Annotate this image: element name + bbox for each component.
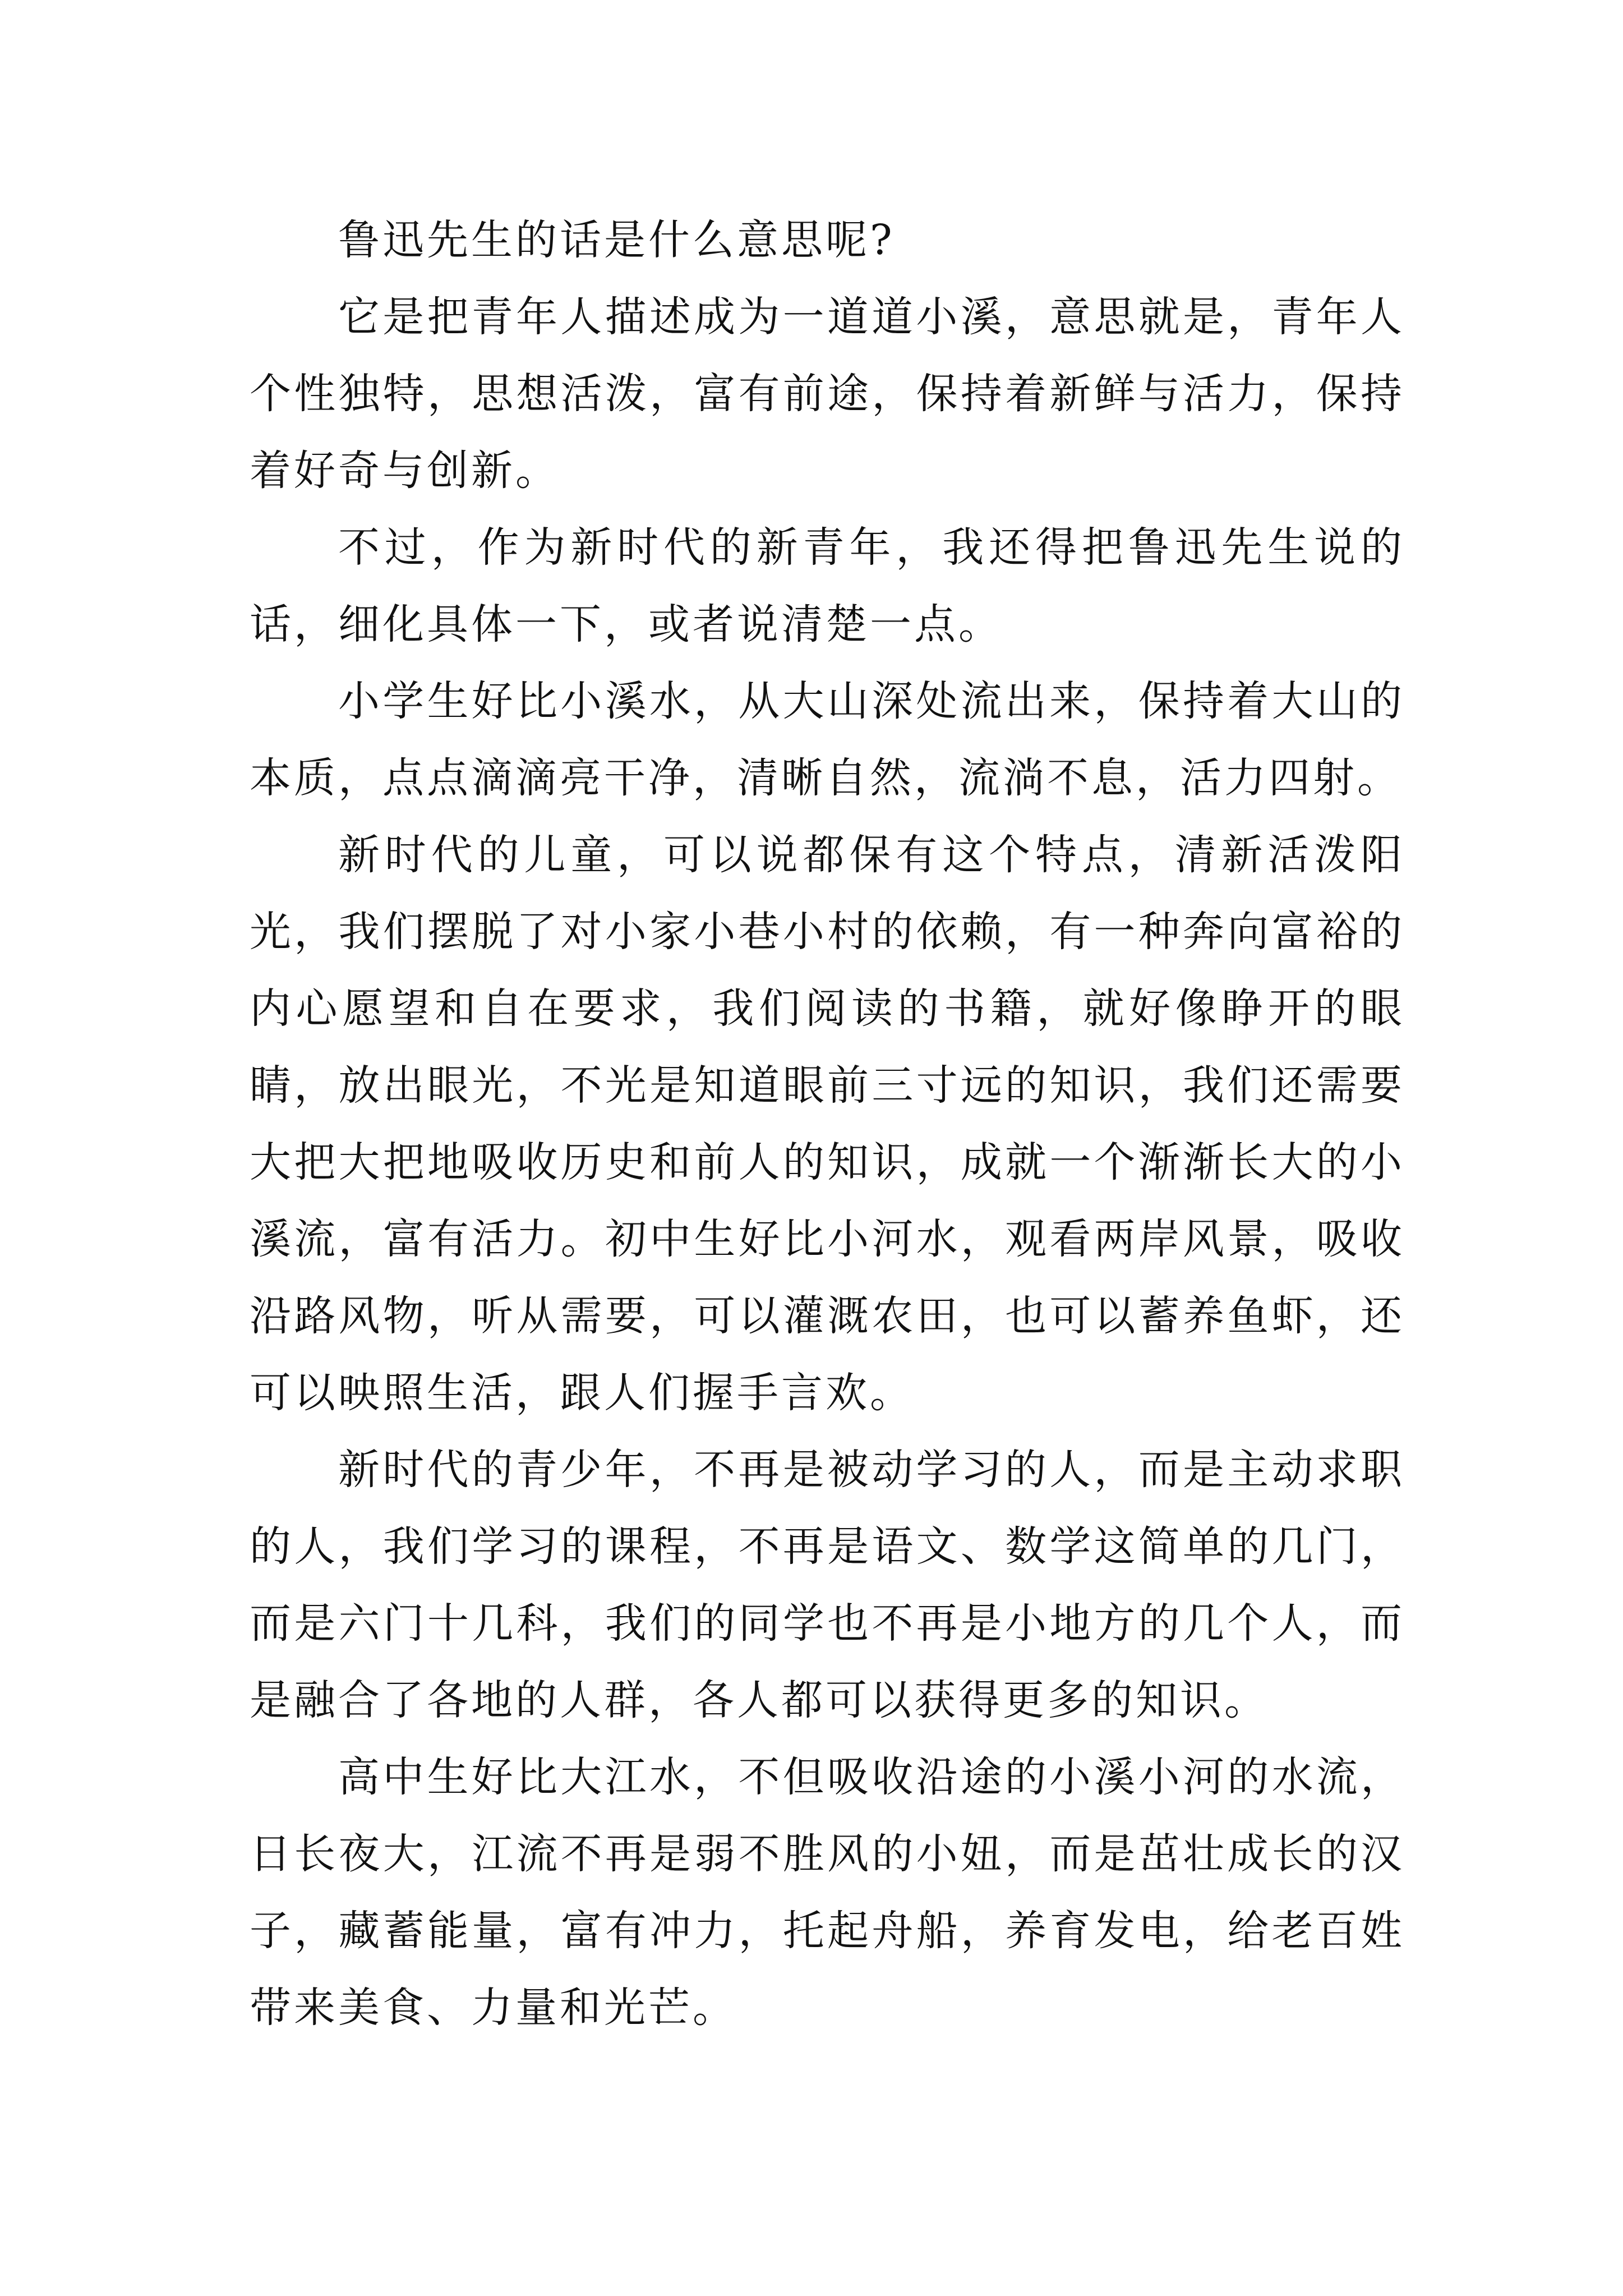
paragraph: 新时代的青少年，不再是被动学习的人，而是主动求职的人，我们学习的课程，不再是语文、数学这简单的几门，而是六门十几科，我们的同学也不再是小地方的几个人，而是融合了各地的人群，各人都可以获得更多的知识。 <box>250 1446 1405 1724</box>
paragraph: 高中生好比大江水，不但吸收沿途的小溪小河的水流，日长夜大，江流不再是弱不胜风的小妞，而是茁壮成长的汉子，藏蓄能量，富有冲力，托起舟船，养育发电，给老百姓带来美食、力量和光芒。 <box>250 1753 1405 2032</box>
paragraph: 新时代的儿童，可以说都保有这个特点，清新活泼阳光，我们摆脱了对小家小巷小村的依赖，有一种奔向富裕的内心愿望和自在要求，我们阅读的书籍，就好像睁开的眼睛，放出眼光，不光是知道眼前三寸远的知识，我们还需要大把大把地吸收历史和前人的知识，成就一个渐渐长大的小溪流，富有活力。初中生好比小河水，观看两岸风景，吸收沿路风物，听从需要，可以灌溉农田，也可以蓄养鱼虾，还可以映照生活，跟人们握手言欢。 <box>250 831 1405 1417</box>
document-body <box>250 202 1405 2046</box>
paragraph: 鲁迅先生的话是什么意思呢? <box>338 216 895 264</box>
paragraph: 它是把青年人描述成为一道道小溪，意思就是，青年人个性独特，思想活泼，富有前途，保持着新鲜与活力，保持着好奇与创新。 <box>250 293 1405 495</box>
paragraph: 不过，作为新时代的新青年，我还得把鲁迅先生说的话，细化具体一下，或者说清楚一点。 <box>250 523 1405 648</box>
paragraph: 小学生好比小溪水，从大山深处流出来，保持着大山的本质，点点滴滴亮干净，清晰自然，流淌不息，活力四射。 <box>250 677 1405 802</box>
